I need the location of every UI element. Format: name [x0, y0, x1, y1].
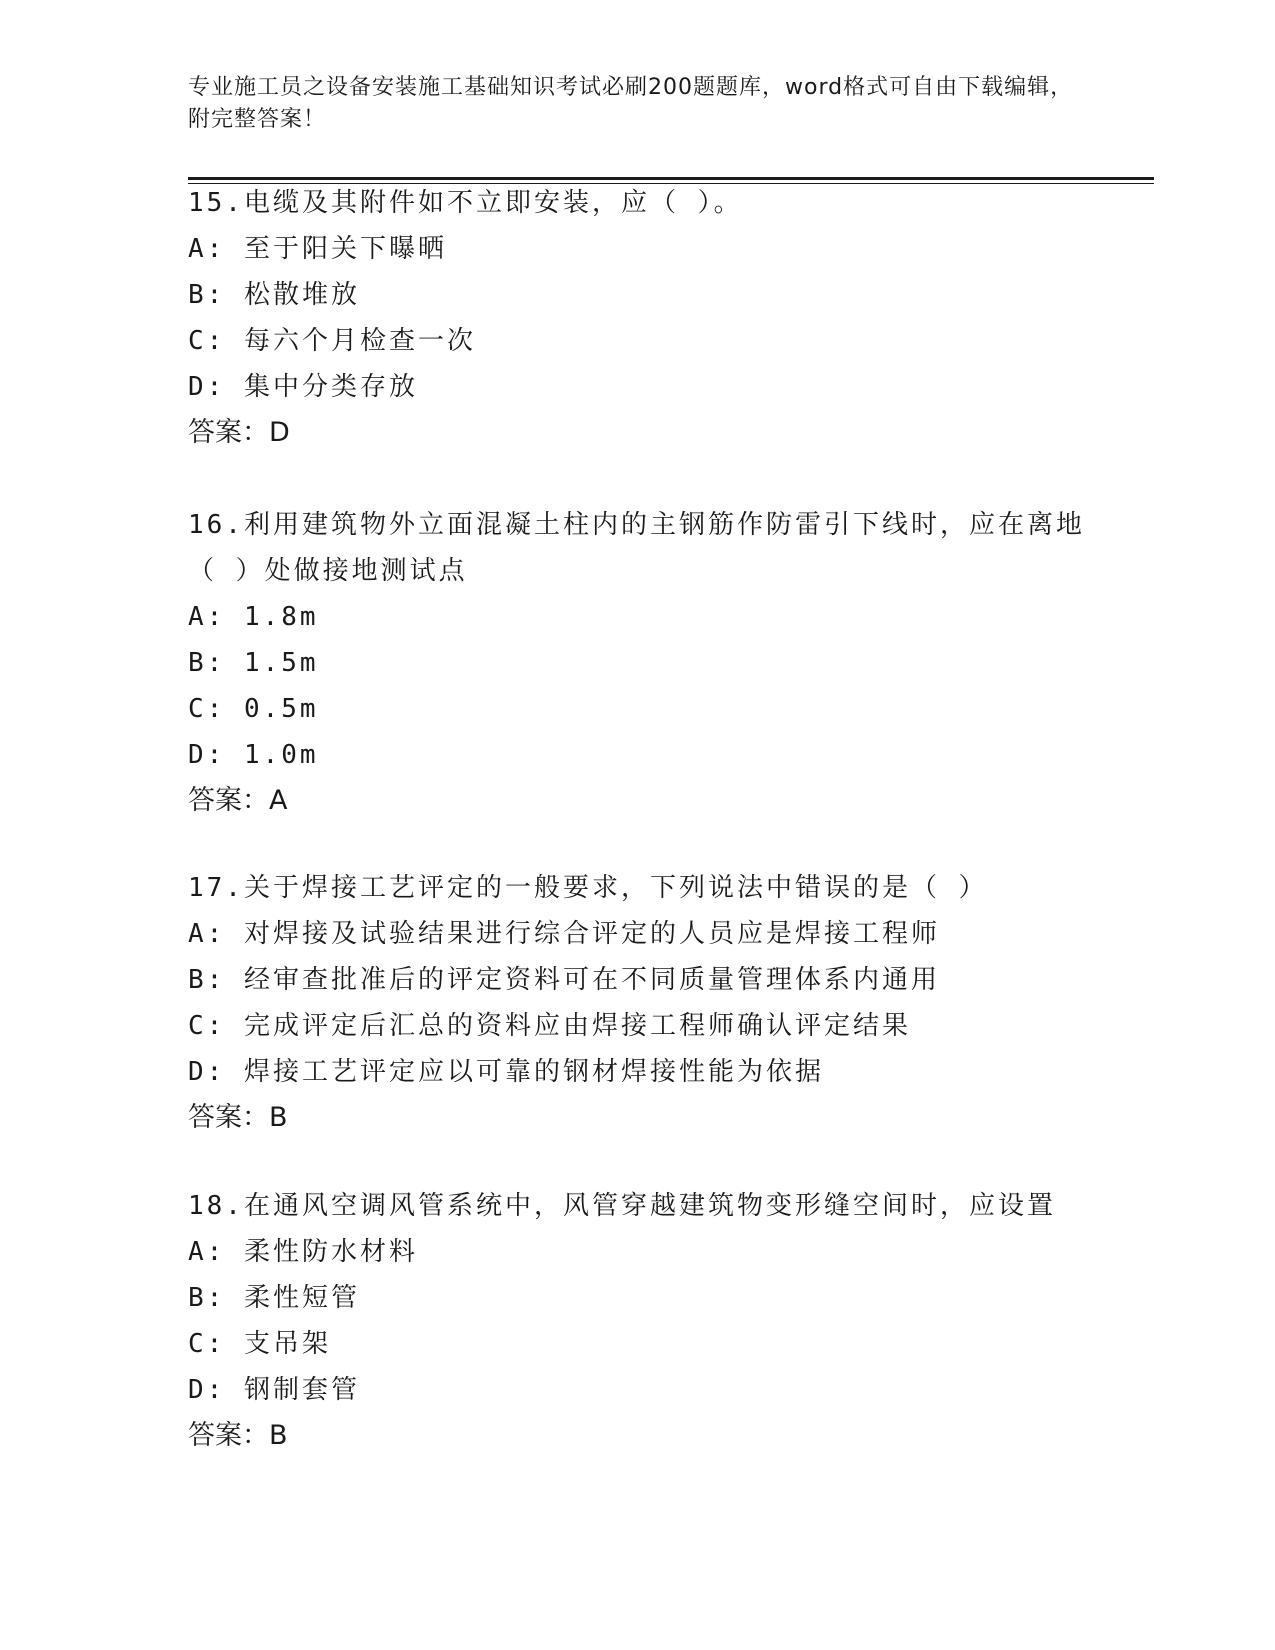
- question-stem: 16.利用建筑物外立面混凝土柱内的主钢筋作防雷引下线时，应在离地（ ）处做接地测试点: [188, 510, 1085, 586]
- answer: 答案：A: [188, 785, 288, 816]
- option-b: B: 经审查批准后的评定资料可在不同质量管理体系内通用: [188, 965, 940, 995]
- option-b: B: 柔性短管: [188, 1283, 360, 1313]
- option-b: B: 1.5m: [188, 648, 319, 678]
- option-a: A: 对焊接及试验结果进行综合评定的人员应是焊接工程师: [188, 919, 940, 949]
- question-stem: 15.电缆及其附件如不立即安装，应（ ）。: [188, 188, 743, 218]
- question-stem: 17.关于焊接工艺评定的一般要求，下列说法中错误的是（ ）: [188, 873, 988, 903]
- question-15: [188, 180, 1088, 456]
- option-a: A: 柔性防水材料: [188, 1237, 418, 1267]
- question-18: [188, 1183, 1088, 1459]
- option-c: C: 0.5m: [188, 694, 319, 724]
- question-16: [188, 502, 1088, 824]
- option-c: C: 每六个月检查一次: [188, 326, 476, 356]
- answer: 答案：B: [188, 1102, 288, 1133]
- option-d: D: 钢制套管: [188, 1375, 360, 1405]
- answer: 答案：B: [188, 1420, 288, 1451]
- option-b: B: 松散堆放: [188, 280, 360, 310]
- question-stem: 18.在通风空调风管系统中，风管穿越建筑物变形缝空间时，应设置: [188, 1191, 1056, 1221]
- option-c: C: 完成评定后汇总的资料应由焊接工程师确认评定结果: [188, 1011, 911, 1041]
- option-c: C: 支吊架: [188, 1329, 331, 1359]
- option-d: D: 集中分类存放: [188, 372, 418, 402]
- option-d: D: 1.0m: [188, 740, 319, 770]
- document-header: 专业施工员之设备安装施工基础知识考试必刷200题题库，word格式可自由下载编辑，附完整答案！: [188, 75, 1074, 132]
- option-d: D: 焊接工艺评定应以可靠的钢材焊接性能为依据: [188, 1057, 824, 1087]
- question-17: [188, 865, 1088, 1141]
- answer: 答案：D: [188, 417, 290, 448]
- option-a: A: 至于阳关下曝晒: [188, 234, 447, 264]
- option-a: A: 1.8m: [188, 602, 319, 632]
